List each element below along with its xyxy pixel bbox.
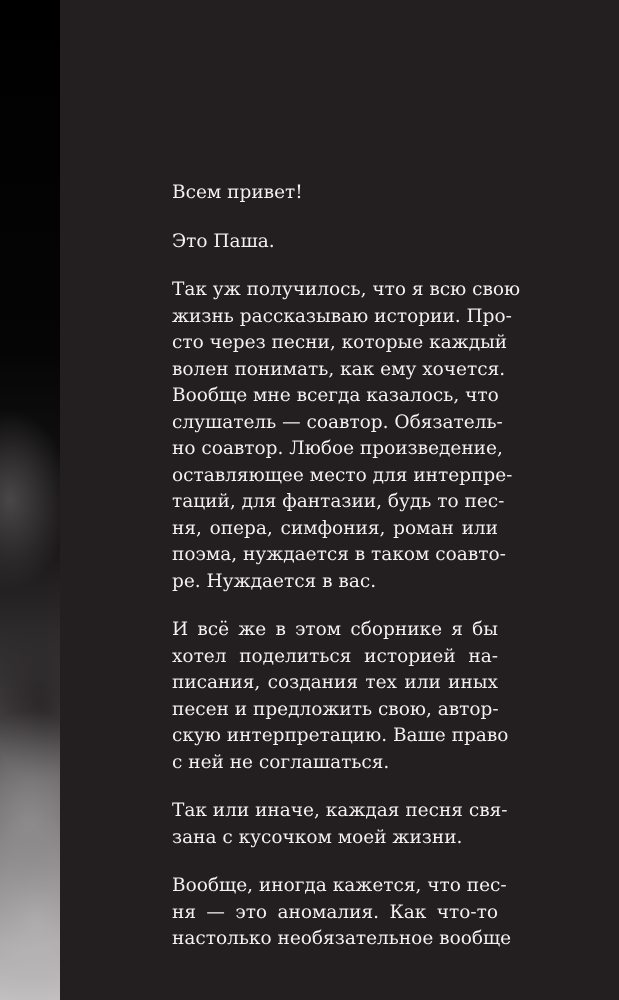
text-line: скую интерпретацию. Ваше право <box>172 725 509 746</box>
body-paragraphs <box>172 277 521 953</box>
body-paragraph <box>172 873 512 953</box>
text-column <box>172 180 521 975</box>
text-line: ня, опера, симфония, роман или <box>172 517 498 539</box>
text-line: жизнь рассказываю истории. Про- <box>172 305 512 327</box>
text-line: ре. Нуждается в вас. <box>172 570 377 592</box>
text-line: ня — это аномалия. Как что-то <box>172 901 498 923</box>
greeting-paragraph <box>172 180 498 207</box>
text-line: таций, для фантазии, будь то пес- <box>172 491 505 512</box>
text-line: с ней не соглашаться. <box>172 751 390 773</box>
body-paragraph <box>172 617 509 776</box>
intro-text: Это Паша. <box>172 230 275 252</box>
intro-paragraph <box>172 229 498 256</box>
greeting-text: Всем привет! <box>172 182 303 203</box>
text-line: Так или иначе, каждая песня свя- <box>172 800 508 821</box>
text-line: сто через песни, которые каждый <box>172 332 508 353</box>
photo-edge-image <box>0 0 62 1000</box>
body-paragraph <box>172 798 508 851</box>
text-line: хотел поделиться историей на- <box>172 645 498 667</box>
text-line: настолько необязательное вообще <box>172 928 512 949</box>
text-line: оставляющее место для интерпре- <box>172 464 513 486</box>
text-line: но соавтор. Любое произведение, <box>172 438 503 459</box>
body-paragraph <box>172 277 521 595</box>
text-line: писания, создания тех или иных <box>172 672 498 693</box>
text-line: И всё же в этом сборнике я бы <box>172 619 498 640</box>
text-line: песен и предложить свою, автор- <box>172 698 499 720</box>
text-line: Вообще, иногда кажется, что пес- <box>172 875 507 896</box>
text-line: поэма, нуждается в таком соавто- <box>172 544 506 565</box>
text-line: волен понимать, как ему хочется. <box>172 358 506 380</box>
text-line: Вообще мне всегда казалось, что <box>172 385 499 406</box>
text-line: слушатель — соавтор. Обязатель- <box>172 411 503 433</box>
text-line: зана с кусочком моей жизни. <box>172 826 463 848</box>
text-line: Так уж получилось, что я всю свою <box>172 279 521 300</box>
